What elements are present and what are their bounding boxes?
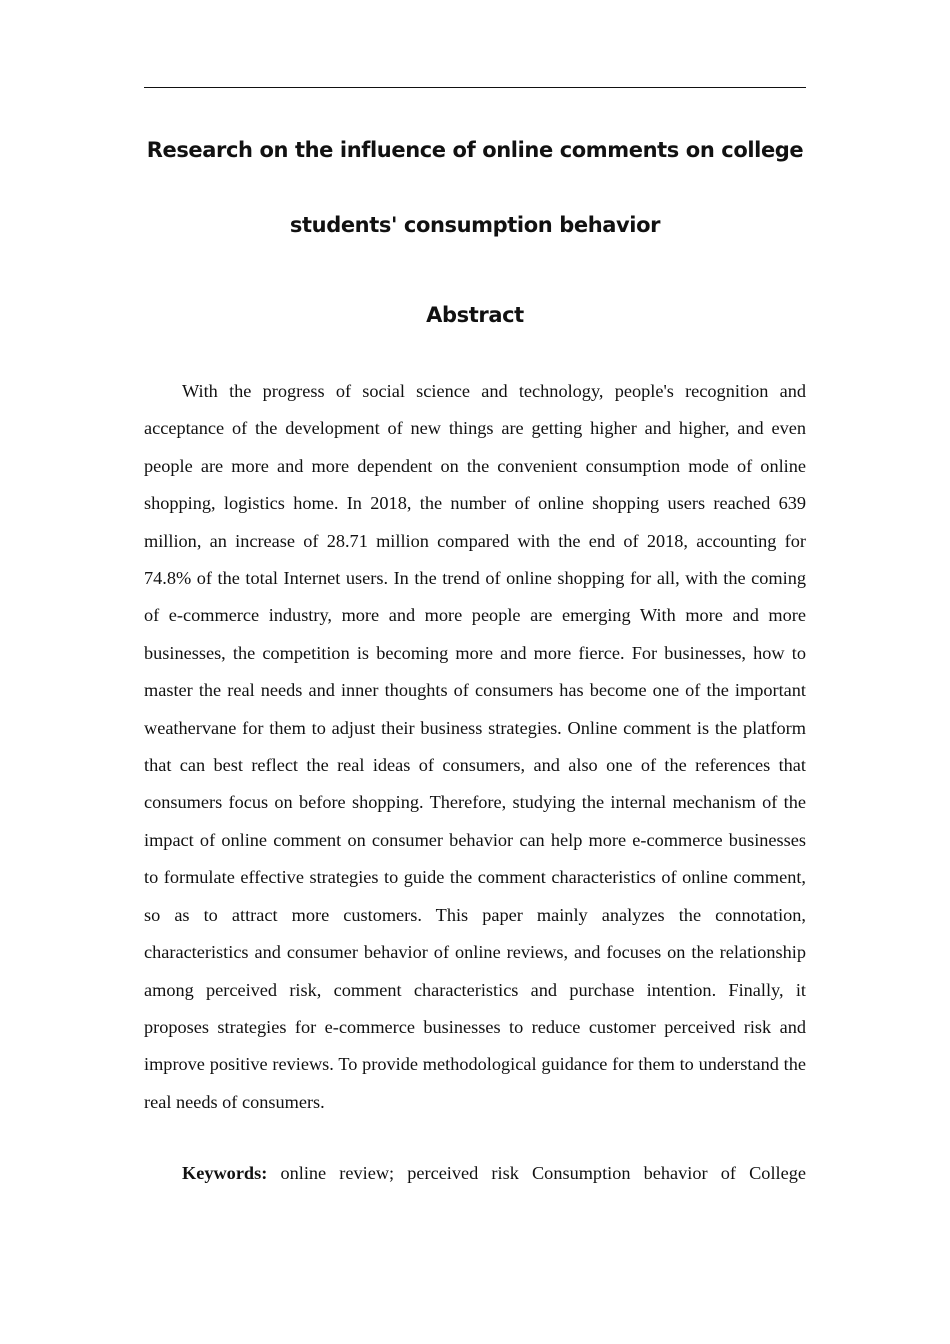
abstract-heading: Abstract [426,303,524,327]
title-line-1: Research on the influence of online comments on college [146,138,804,162]
header-rule [144,87,806,88]
title-line-2: students' consumption behavior [289,213,661,237]
keywords-label: Keywords: [182,1163,268,1183]
keywords-paragraph [144,1155,806,1192]
keywords-text: online review; perceived risk Consumption behavior of College [280,1163,806,1183]
abstract-paragraph: With the progress of social science and technology, people's recognition and acceptance of the development of new things are getting higher and higher, and even people are more and more dependent on the convenient consumption mode of online shopping, logistics home. In 2018, the number of online shopping users reached 639 million, an increase of 28.71 million compared with the end of 2018, accounting for 74.8% of the total Internet users. In the trend of online shopping for all, with the coming of e-commerce industry, more and more people are emerging With more and more businesses, the competition is becoming more and more fierce. For businesses, how to master the real needs and inner thoughts of consumers has become one of the important weathervane for them to adjust their business strategies. Online comment is the platform that can best reflect the real ideas of consumers, and also one of the references that consumers focus on before shopping. Therefore, studying the internal mechanism of the impact of online comment on consumer behavior can help more e-commerce businesses to formulate effective strategies to guide the comment characteristics of online comment, so as to attract more customers. This paper mainly analyzes the connotation, characteristics and consumer behavior of online reviews, and focuses on the relationship among perceived risk, comment characteristics and purchase intention. Finally, it proposes strategies for e-commerce businesses to reduce customer perceived risk and improve positive reviews. To provide methodological guidance for them to understand the real needs of consumers. [144,381,806,1112]
